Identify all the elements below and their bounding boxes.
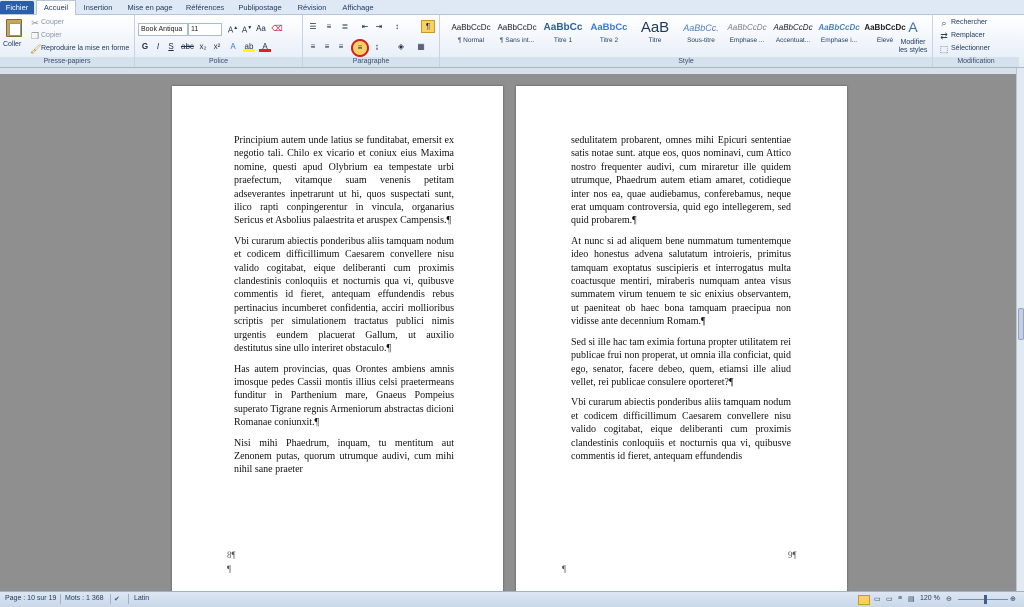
style-name: Sous-titre [687, 37, 715, 44]
paragraph: Nisi mihi Phaedrum, inquam, tu mentitum aut Zenonem putas, quorum utrumque audivi, cum mihi nihil sane praeter [234, 437, 454, 476]
change-styles-label: Modifier les styles [898, 39, 928, 54]
outline-view-icon[interactable]: ≡ [898, 595, 903, 602]
font-group-label: Police [135, 57, 302, 67]
page-left [172, 86, 503, 606]
replace-label: Remplacer [951, 32, 985, 39]
page-count-status[interactable]: Page : 10 sur 19 [5, 595, 57, 602]
tab-mailings[interactable]: Publipostage [238, 3, 282, 12]
tab-view[interactable]: Affichage [342, 3, 374, 12]
paragraph: Sed si ille hac tam eximia fortuna propter utilitatem rei publicae frui non properat, ut omnia illa conficiat, quid ego, senator, facere debeo, quem, etiamsi ille aliud vellet, rei publicae consulere oporteret?¶ [571, 336, 791, 388]
styles-group-label: Style [440, 57, 932, 67]
select-label: Sélectionner [951, 45, 990, 52]
word-count-status[interactable]: Mots : 1 368 [65, 595, 104, 602]
style-name: ¶ Normal [457, 37, 485, 44]
cut-label: Couper [41, 19, 64, 26]
styles-group [440, 15, 933, 67]
style-sample: AaBbCc [543, 22, 583, 33]
style-name: Titre [648, 37, 662, 44]
bold-button[interactable]: G [141, 42, 149, 51]
sort-button[interactable]: ↕ [395, 22, 399, 31]
tab-page-layout[interactable]: Mise en page [127, 3, 173, 12]
paragraph-group-label: Paragraphe [303, 57, 439, 67]
decrease-indent-button[interactable]: ⇤ [361, 22, 369, 31]
paragraph: Vbi curarum abiectis ponderibus aliis tamquam nodum et codicem difficillimum Caesarem convellere nisu valido cogitabat, eique deliberanti cum proximis clandestinis conloquiis et nocturnis qua vi, quibusve commentis id fieret, antequam effundendis rebus pertinacius incumberet confidentia, acciri mollioribus scriptis per simulationem tractatus publici nimis urgentis eundem placuerat Gallum, ut auxilio destitutus sine ullo interiret obstaculo.¶ [234, 235, 454, 355]
draft-view-icon[interactable]: ▤ [908, 596, 915, 603]
style-subtitle[interactable] [676, 17, 726, 53]
paragraph: Has autem provincias, quas Orontes ambiens amnis imosque pedes Cassii montis illius celsi praetermeans funditur in Parthenium mare, Gnaeus Pompeius superato Tigrane regnis Armeniorum abstractas dicioni Romanae coniunxit.¶ [234, 363, 454, 429]
shading-button[interactable]: ◈ [397, 42, 405, 51]
increase-indent-button[interactable]: ⇥ [375, 22, 383, 31]
full-screen-view-icon[interactable]: ▭ [874, 596, 881, 603]
paragraph-mark: ¶ [562, 564, 567, 574]
print-layout-view-icon[interactable] [858, 595, 870, 605]
style-sample: AaBbCc [590, 22, 628, 33]
scrollbar-thumb[interactable] [1018, 308, 1024, 340]
divider [128, 594, 129, 604]
paragraph: At nunc si ad aliquem bene nummatum tumentemque ideo honestus advena salutatum introieris, primitus tamquam exoptatus suscipieris et interrogatus multa coactusque mentiri, miraberis numquam antea visus summatem virum tenuem te sic enixius observantem, ut paeniteat ob haec bona tamquam praecipua non vidisse ante decennium Romam.¶ [571, 235, 791, 328]
binoculars-icon: ⌕ [941, 18, 947, 28]
style-normal[interactable] [446, 17, 496, 53]
highlight-button[interactable]: ab [244, 42, 254, 51]
strikethrough-button[interactable]: abc [181, 42, 194, 51]
status-bar [0, 591, 1024, 607]
clipboard-group [0, 15, 135, 67]
page-right-text[interactable] [571, 134, 791, 470]
page-number: 8¶ [227, 550, 236, 560]
paragraph: Vbi curarum abiectis ponderibus aliis tamquam nodum et codicem difficillimum Caesarem convellere nisu valido cogitabat, eique deliberanti cum proximis clandestinis conloquiis et nocturnis qua vi, quibusve commentis id fieret, antequam effundendis [571, 397, 791, 462]
tab-home[interactable]: Accueil [36, 0, 76, 15]
zoom-out-icon[interactable]: ⊖ [946, 596, 952, 603]
style-intense-emphasis[interactable] [814, 17, 864, 53]
tab-insert[interactable]: Insertion [83, 3, 113, 12]
subscript-button[interactable]: x₂ [199, 42, 207, 51]
style-name: Élevé [876, 37, 894, 44]
zoom-slider-thumb[interactable] [984, 595, 987, 604]
text-effects-button[interactable]: A [230, 42, 236, 51]
style-sample: AaBbCcDc [727, 23, 767, 32]
font-group [135, 15, 303, 67]
language-status[interactable]: Latin [134, 595, 150, 602]
replace-icon: ⇄ [940, 31, 948, 41]
page-right [516, 86, 847, 606]
style-sample: AaBbCcDc [773, 23, 813, 32]
style-emphasis[interactable] [768, 17, 818, 53]
zoom-slider[interactable] [958, 599, 1008, 600]
style-heading-1[interactable] [538, 17, 588, 53]
style-title[interactable] [630, 17, 680, 53]
page-left-text[interactable] [234, 134, 454, 484]
ribbon-tabs [0, 0, 1024, 15]
align-right-button[interactable]: ≡ [338, 42, 344, 51]
style-sample: AaBbCcDc [497, 23, 537, 32]
superscript-button[interactable]: x² [213, 42, 221, 51]
divider [60, 594, 61, 604]
paragraph: sedulitatem probarent, omnes mihi Epicuri sententiae satis notae sunt. atque eos, quos nominavi, cum Attico nostro frequenter audivi, cum miraretur ille quidem utrumque, Phaedrum autem etiam amaret, cotidieque inter nos ea, quae audiebamus, conferebamus, neque erat umquam controversia, quid ego intellegerem, sed quid probarem.¶ [571, 135, 791, 227]
show-formatting-marks-button[interactable]: ¶ [421, 20, 435, 33]
clipboard-group-label: Presse-papiers [0, 57, 134, 67]
style-subtle-emphasis[interactable] [722, 17, 772, 53]
vertical-scrollbar[interactable] [1016, 68, 1024, 591]
style-no-spacing[interactable] [492, 17, 542, 53]
tab-references[interactable]: Références [185, 3, 225, 12]
proofing-icon[interactable]: ✔ [114, 596, 120, 603]
change-styles-icon: A [908, 19, 918, 35]
style-name: ¶ Sans int... [499, 37, 535, 44]
style-name: Accentuat... [775, 37, 811, 44]
underline-button[interactable]: S [168, 42, 174, 51]
style-name: Emphase ... [729, 37, 765, 44]
font-size-combo[interactable]: 11 [188, 23, 222, 36]
line-spacing-button[interactable]: ↨ [375, 42, 379, 51]
paste-label: Coller [3, 41, 22, 48]
copy-icon: ❐ [30, 31, 40, 41]
shrink-font-button[interactable]: A▼ [241, 25, 253, 35]
align-center-button[interactable]: ≡ [324, 42, 330, 51]
paragraph-mark: ¶ [227, 564, 232, 574]
find-label: Rechercher [951, 19, 988, 26]
style-name: Emphase i... [820, 37, 858, 44]
web-layout-view-icon[interactable]: ▭ [886, 596, 893, 603]
paste-clipboard-sheet-icon [9, 23, 21, 36]
multilevel-list-button[interactable]: ≣ [341, 22, 349, 31]
paragraph-group [303, 15, 440, 67]
paste-button[interactable] [3, 17, 25, 55]
justify-button[interactable]: ≡ [351, 39, 369, 57]
numbering-button[interactable]: ≡ [326, 22, 332, 31]
font-name-combo[interactable]: Book Antiqua [138, 23, 188, 36]
style-name: Titre 1 [553, 37, 573, 44]
page-number: 9¶ [788, 550, 797, 560]
italic-button[interactable]: I [156, 42, 160, 51]
tab-file[interactable]: Fichier [0, 1, 34, 14]
style-sample: AaBbCcDc [864, 23, 906, 32]
style-sample: AaB [640, 19, 670, 36]
clear-formatting-button[interactable]: ⌫ [271, 24, 283, 33]
align-left-button[interactable]: ≡ [310, 42, 316, 51]
style-sample: AaBbCc. [683, 23, 719, 33]
grow-font-button[interactable]: A▲ [227, 25, 239, 35]
paintbrush-icon: 🖌 [30, 44, 42, 54]
document-area [0, 74, 1016, 591]
zoom-in-icon[interactable]: ⊕ [1010, 596, 1016, 603]
style-sample: AaBbCcDc [451, 23, 491, 32]
change-styles-button[interactable] [896, 17, 930, 55]
cursor-icon: ⬚ [939, 44, 949, 54]
borders-button[interactable]: ▦ [417, 42, 425, 51]
style-name: Titre 2 [599, 37, 619, 44]
font-color-button[interactable]: A [259, 41, 271, 52]
tab-review[interactable]: Révision [297, 3, 327, 12]
zoom-level[interactable]: 120 % [920, 595, 940, 602]
copy-label: Copier [41, 32, 62, 39]
editing-group-label: Modification [933, 57, 1019, 67]
format-painter-label: Reproduire la mise en forme [41, 45, 130, 52]
bullets-button[interactable]: ☰ [309, 22, 317, 31]
style-sample: AaBbCcDc [818, 23, 860, 32]
style-heading-2[interactable] [584, 17, 634, 53]
editing-group [933, 15, 1019, 67]
change-case-button[interactable]: Aa [256, 24, 266, 33]
ribbon [0, 15, 1024, 68]
scissors-icon: ✂ [31, 18, 39, 28]
divider [110, 594, 111, 604]
paragraph: Principium autem unde latius se funditabat, emersit ex negotio tali. Chilo ex vicario et coniux eius Maxima nomine, questi apud Olybrium ea tempestate urbi praefectum, vitamque suam venenis petitam adseverantes inpetrarunt ut hi, quos suspectati sunt, ilico rapti conpingerentur in vincula, organarius Sericus et Asbolius palaestrita et aruspex Campensis.¶ [234, 135, 454, 227]
